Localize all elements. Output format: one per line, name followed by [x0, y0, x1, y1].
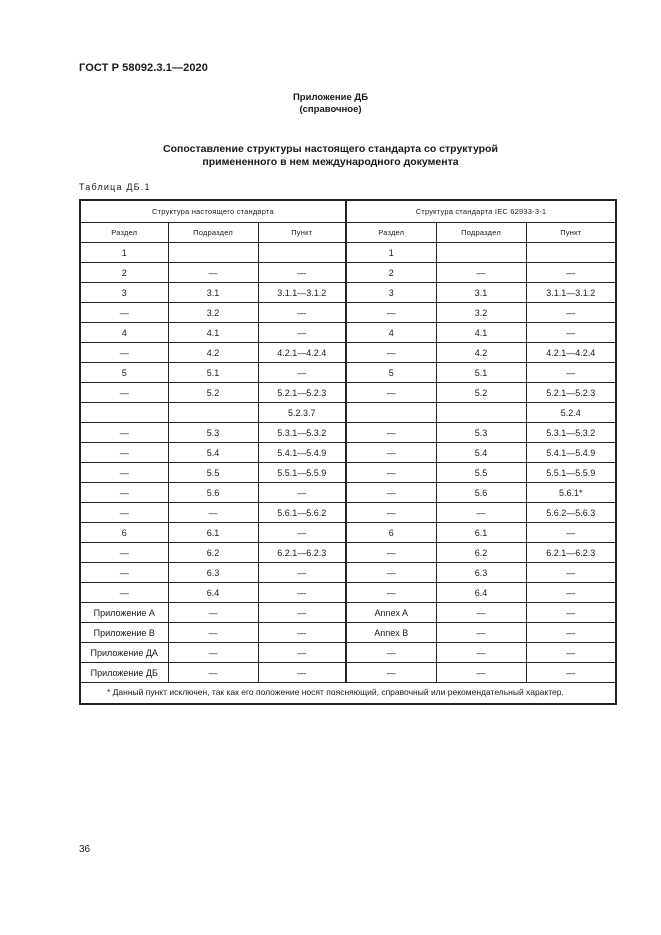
table-cell: —	[80, 583, 168, 603]
column-header: Раздел	[80, 223, 168, 243]
footnote-row	[80, 683, 616, 705]
table-cell: —	[258, 663, 346, 683]
table-cell: —	[258, 623, 346, 643]
table-cell: Приложение А	[80, 603, 168, 623]
table-cell: 5.6	[436, 483, 526, 503]
table-cell: —	[526, 523, 616, 543]
table-row	[80, 643, 616, 663]
column-header: Подраздел	[168, 223, 258, 243]
table-row	[80, 423, 616, 443]
table-cell: 5.5.1—5.5.9	[526, 463, 616, 483]
table-cell	[168, 403, 258, 423]
table-cell	[80, 403, 168, 423]
table-cell: —	[436, 643, 526, 663]
table-cell: —	[346, 303, 436, 323]
table-cell: —	[168, 663, 258, 683]
table-cell: —	[80, 543, 168, 563]
table-cell: —	[80, 343, 168, 363]
table-cell: 5.5	[436, 463, 526, 483]
table-cell: —	[436, 263, 526, 283]
table-cell: —	[168, 263, 258, 283]
table-cell: —	[436, 503, 526, 523]
table-cell: 5.4.1—5.4.9	[526, 443, 616, 463]
table-column-header	[80, 223, 616, 243]
table-cell: 6.3	[168, 563, 258, 583]
group-header-international: Структура стандарта IEC 62933-3-1	[346, 200, 616, 223]
table-cell: 4.2.1—4.2.4	[258, 343, 346, 363]
table-cell: —	[526, 623, 616, 643]
document-code: ГОСТ Р 58092.3.1—2020	[79, 62, 208, 74]
table-cell: 5	[346, 363, 436, 383]
footnote-cell	[80, 683, 616, 705]
table-cell	[436, 243, 526, 263]
table-cell: 5.6.1—5.6.2	[258, 503, 346, 523]
table-cell: —	[258, 563, 346, 583]
table-row	[80, 303, 616, 323]
table-cell: 6.1	[436, 523, 526, 543]
table-cell: —	[258, 363, 346, 383]
table-cell: 5.1	[436, 363, 526, 383]
table-row	[80, 603, 616, 623]
table-cell: —	[258, 263, 346, 283]
table-row	[80, 463, 616, 483]
table-cell: 5.5	[168, 463, 258, 483]
table-cell: 3	[346, 283, 436, 303]
table-group-header	[80, 200, 616, 223]
table-cell: —	[346, 563, 436, 583]
table-cell	[436, 403, 526, 423]
table-cell: —	[168, 623, 258, 643]
table-cell: 5.3.1—5.3.2	[526, 423, 616, 443]
table-cell: 5.6	[168, 483, 258, 503]
table-cell: 5.4	[436, 443, 526, 463]
table-cell: 5.3.1—5.3.2	[258, 423, 346, 443]
table-cell: Annex A	[346, 603, 436, 623]
table-cell: —	[346, 423, 436, 443]
table-cell: 4	[80, 323, 168, 343]
table-row	[80, 263, 616, 283]
table-cell	[346, 403, 436, 423]
table-cell: 5.5.1—5.5.9	[258, 463, 346, 483]
table-cell: 6	[346, 523, 436, 543]
table-cell	[168, 243, 258, 263]
comparison-table-container	[79, 199, 615, 705]
table-cell: 4.2	[168, 343, 258, 363]
table-cell: 5	[80, 363, 168, 383]
table-cell: —	[346, 483, 436, 503]
table-cell: 3.1.1—3.1.2	[526, 283, 616, 303]
table-cell: 4	[346, 323, 436, 343]
table-cell: —	[436, 603, 526, 623]
table-cell: 5.2.3.7	[258, 403, 346, 423]
table-cell: Приложение ДА	[80, 643, 168, 663]
table-cell: —	[346, 443, 436, 463]
column-header: Пункт	[258, 223, 346, 243]
table-cell: 4.2.1—4.2.4	[526, 343, 616, 363]
comparison-table	[79, 199, 617, 705]
table-cell: 4.1	[436, 323, 526, 343]
table-row	[80, 483, 616, 503]
table-cell	[526, 243, 616, 263]
table-cell: Приложение В	[80, 623, 168, 643]
table-cell: —	[80, 503, 168, 523]
table-cell: —	[526, 263, 616, 283]
appendix-subtitle: (справочное)	[299, 104, 362, 115]
table-caption: Таблица ДБ.1	[79, 182, 151, 192]
table-cell: 1	[80, 243, 168, 263]
table-cell: —	[80, 443, 168, 463]
table-row	[80, 623, 616, 643]
table-cell: —	[526, 563, 616, 583]
table-cell: 5.1	[168, 363, 258, 383]
table-cell: 1	[346, 243, 436, 263]
table-cell: 6.1	[168, 523, 258, 543]
table-cell: —	[346, 503, 436, 523]
table-cell: 6.2	[436, 543, 526, 563]
table-cell: 3.2	[168, 303, 258, 323]
footnote-text: * Данный пункт исключен, так как его положение носят поясняющий, справочный или рекомендательный характер.	[107, 687, 564, 697]
table-cell: 6.2.1—6.2.3	[526, 543, 616, 563]
table-cell: —	[258, 323, 346, 343]
table-cell: 5.6.2—5.6.3	[526, 503, 616, 523]
group-header-local: Структура настоящего стандарта	[80, 200, 346, 223]
column-header: Пункт	[526, 223, 616, 243]
table-cell: —	[526, 643, 616, 663]
table-cell: —	[258, 483, 346, 503]
section-title	[0, 143, 661, 169]
table-cell: —	[80, 483, 168, 503]
table-cell: —	[346, 383, 436, 403]
table-cell: —	[346, 583, 436, 603]
table-cell: 5.2	[168, 383, 258, 403]
table-cell: —	[80, 423, 168, 443]
table-cell: —	[526, 303, 616, 323]
section-title-line-1: Сопоставление структуры настоящего стандарта со структурой	[163, 143, 498, 155]
table-cell: 5.2.4	[526, 403, 616, 423]
table-cell: —	[346, 543, 436, 563]
appendix-heading	[0, 92, 661, 116]
table-cell: 2	[80, 263, 168, 283]
table-cell: —	[258, 643, 346, 663]
table-cell: 6	[80, 523, 168, 543]
table-cell: 3.1	[168, 283, 258, 303]
table-cell: 4.1	[168, 323, 258, 343]
table-cell: 5.4.1—5.4.9	[258, 443, 346, 463]
table-row	[80, 443, 616, 463]
appendix-title: Приложение ДБ	[292, 92, 369, 103]
table-cell: —	[526, 603, 616, 623]
table-cell: —	[526, 323, 616, 343]
table-row	[80, 503, 616, 523]
table-cell: —	[168, 643, 258, 663]
table-cell: 3.1.1—3.1.2	[258, 283, 346, 303]
table-cell: 5.2.1—5.2.3	[258, 383, 346, 403]
table-row	[80, 343, 616, 363]
table-cell: 3	[80, 283, 168, 303]
table-cell: —	[346, 643, 436, 663]
table-cell: —	[80, 563, 168, 583]
table-cell: —	[436, 663, 526, 683]
table-cell: —	[436, 623, 526, 643]
column-header: Раздел	[346, 223, 436, 243]
table-cell: 5.3	[168, 423, 258, 443]
column-header: Подраздел	[436, 223, 526, 243]
table-cell: 4.2	[436, 343, 526, 363]
table-cell: —	[526, 583, 616, 603]
table-cell: —	[168, 503, 258, 523]
table-row	[80, 363, 616, 383]
table-cell: 5.2.1—5.2.3	[526, 383, 616, 403]
table-cell: 3.1	[436, 283, 526, 303]
table-cell: 3.2	[436, 303, 526, 323]
table-cell: Annex B	[346, 623, 436, 643]
table-cell: 5.6.1*	[526, 483, 616, 503]
table-cell: 6.4	[436, 583, 526, 603]
table-cell: —	[526, 363, 616, 383]
table-cell: —	[258, 523, 346, 543]
table-cell: —	[526, 663, 616, 683]
table-cell	[258, 243, 346, 263]
page-number: 36	[79, 844, 91, 855]
table-row	[80, 383, 616, 403]
table-cell: —	[258, 303, 346, 323]
table-row	[80, 403, 616, 423]
table-cell: —	[258, 583, 346, 603]
table-cell: —	[346, 663, 436, 683]
table-row	[80, 583, 616, 603]
table-cell: 6.4	[168, 583, 258, 603]
table-row	[80, 543, 616, 563]
table-row	[80, 663, 616, 683]
table-cell: —	[80, 303, 168, 323]
table-cell: 6.2.1—6.2.3	[258, 543, 346, 563]
table-cell: —	[346, 463, 436, 483]
table-body	[80, 243, 616, 683]
section-title-line-2: примененного в нем международного документа	[202, 156, 459, 168]
table-cell: 6.3	[436, 563, 526, 583]
table-cell: —	[168, 603, 258, 623]
table-row	[80, 243, 616, 263]
table-row	[80, 323, 616, 343]
table-cell: 6.2	[168, 543, 258, 563]
table-cell: —	[346, 343, 436, 363]
table-row	[80, 523, 616, 543]
table-cell: —	[80, 463, 168, 483]
table-cell: 5.4	[168, 443, 258, 463]
table-cell: Приложение ДБ	[80, 663, 168, 683]
table-cell: 5.3	[436, 423, 526, 443]
table-cell: —	[258, 603, 346, 623]
table-cell: 2	[346, 263, 436, 283]
table-cell: —	[80, 383, 168, 403]
table-cell: 5.2	[436, 383, 526, 403]
table-row	[80, 283, 616, 303]
table-row	[80, 563, 616, 583]
